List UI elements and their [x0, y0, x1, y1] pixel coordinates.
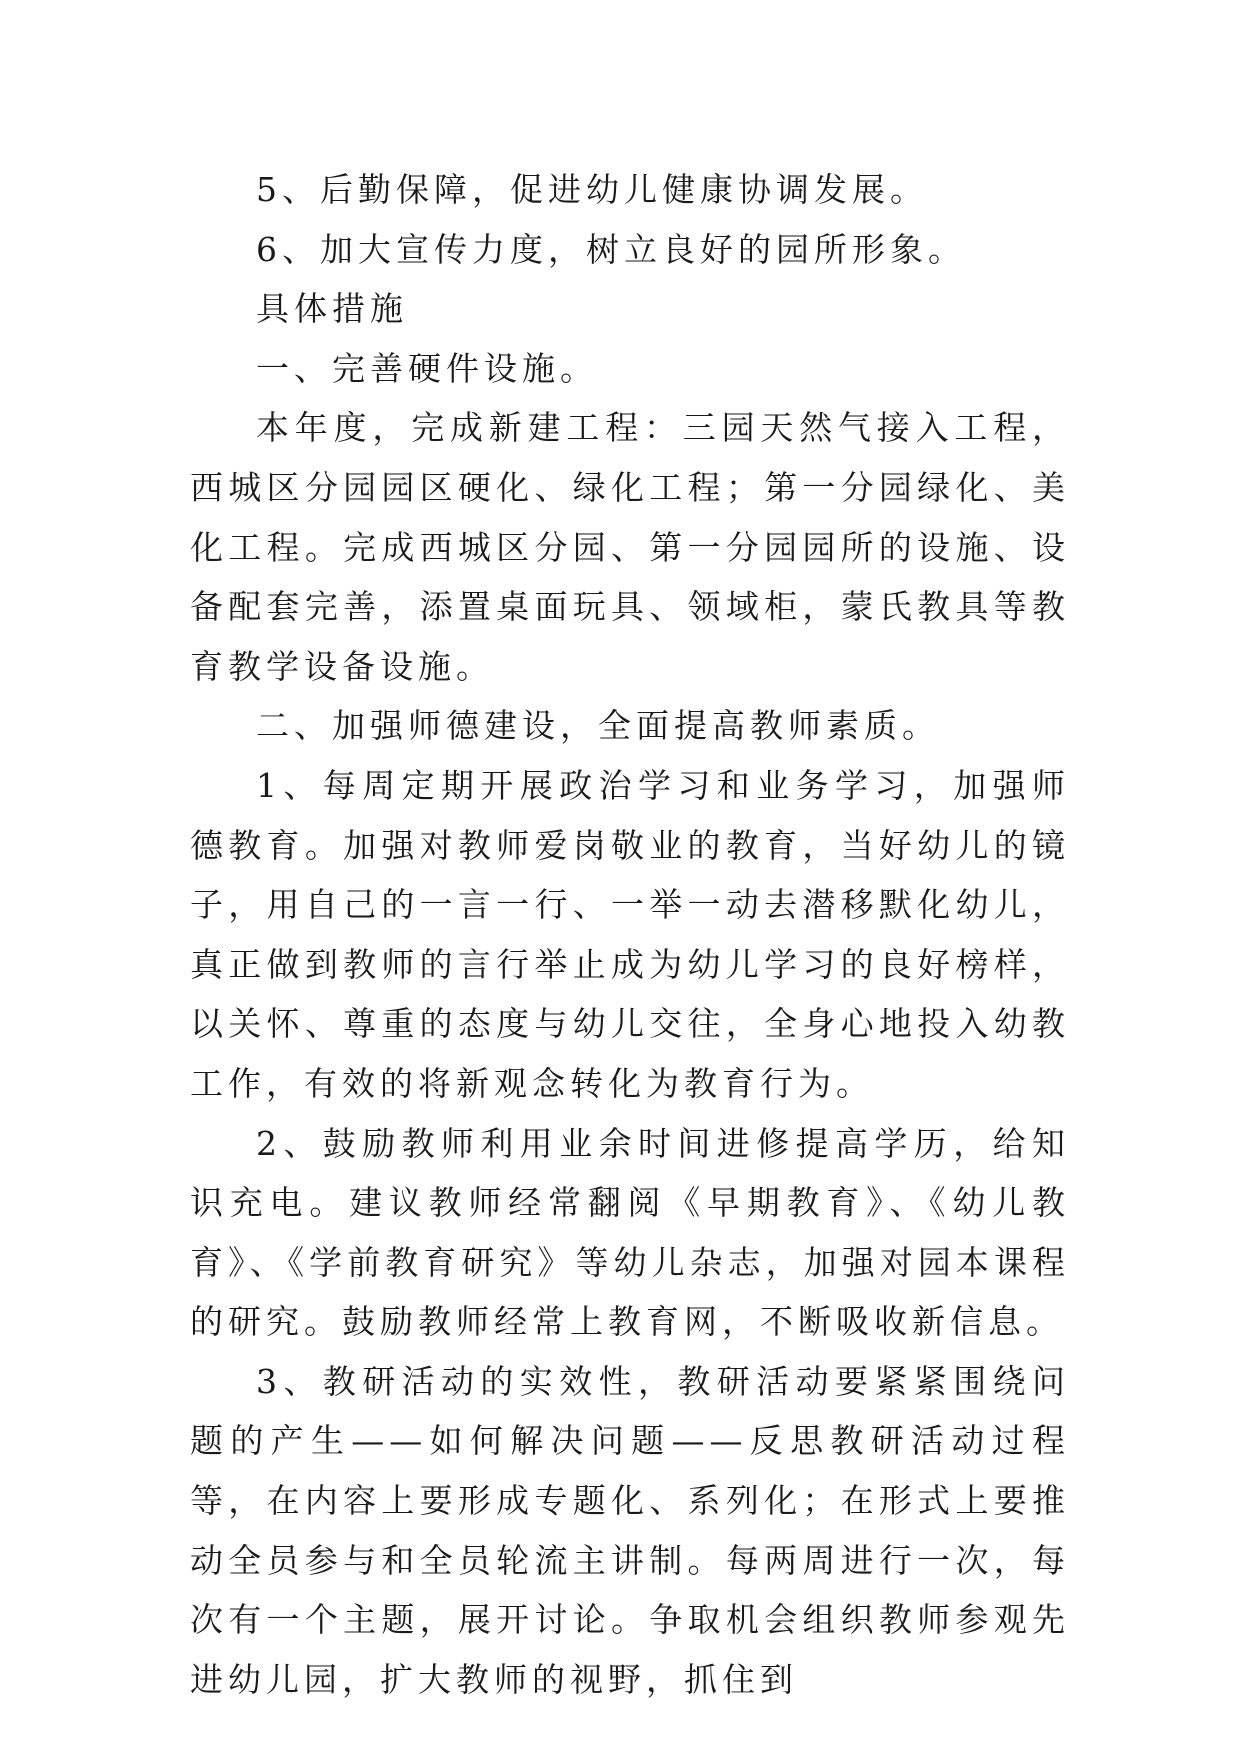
paragraph-hardware: 本年度，完成新建工程：三园天然气接入工程，西城区分园园区硬化、绿化工程；第一分园绿化、美化工程。完成西城区分园、第一分园园所的设施、设备配套完善，添置桌面玩具、领域柜，蒙氏教具等教育教学设备设施。 [190, 408, 1070, 686]
paragraph-item-2: 2、鼓励教师利用业余时间进修提高学历，给知识充电。建议教师经常翻阅《早期教育》、《幼儿教育》、《学前教育研究》等幼儿杂志，加强对园本课程的研究。鼓励教师经常上教育网，不断吸收新信息。 [190, 1123, 1070, 1342]
section-heading-measures: 具体措施 [256, 289, 408, 329]
paragraph-item-3: 3、教研活动的实效性，教研活动要紧紧围绕问题的产生——如何解决问题——反思教研活动过程等，在内容上要形成专题化、系列化；在形式上要推动全员参与和全员轮流主讲制。每两周进行一次，每次有一个主题，展开讨论。争取机会组织教师参观先进幼儿园，扩大教师的视野，抓住到 [190, 1361, 1070, 1699]
paragraph-goal-5: 5、后勤保障，促进幼儿健康协调发展。 [256, 170, 928, 209]
subheading-hardware: 一、完善硬件设施。 [256, 348, 598, 388]
document-body [190, 160, 1070, 1709]
paragraph-goal-6: 6、加大宣传力度，树立良好的园所形象。 [256, 229, 966, 269]
subheading-teacher-ethics: 二、加强师德建设，全面提高教师素质。 [256, 706, 940, 746]
paragraph-item-1: 1、每周定期开展政治学习和业务学习，加强师德教育。加强对教师爱岗敬业的教育，当好幼儿的镜子，用自己的一言一行、一举一动去潜移默化幼儿，真正做到教师的言行举止成为幼儿学习的良好榜样，以关怀、尊重的态度与幼儿交往，全身心地投入幼教工作，有效的将新观念转化为教育行为。 [190, 765, 1070, 1103]
